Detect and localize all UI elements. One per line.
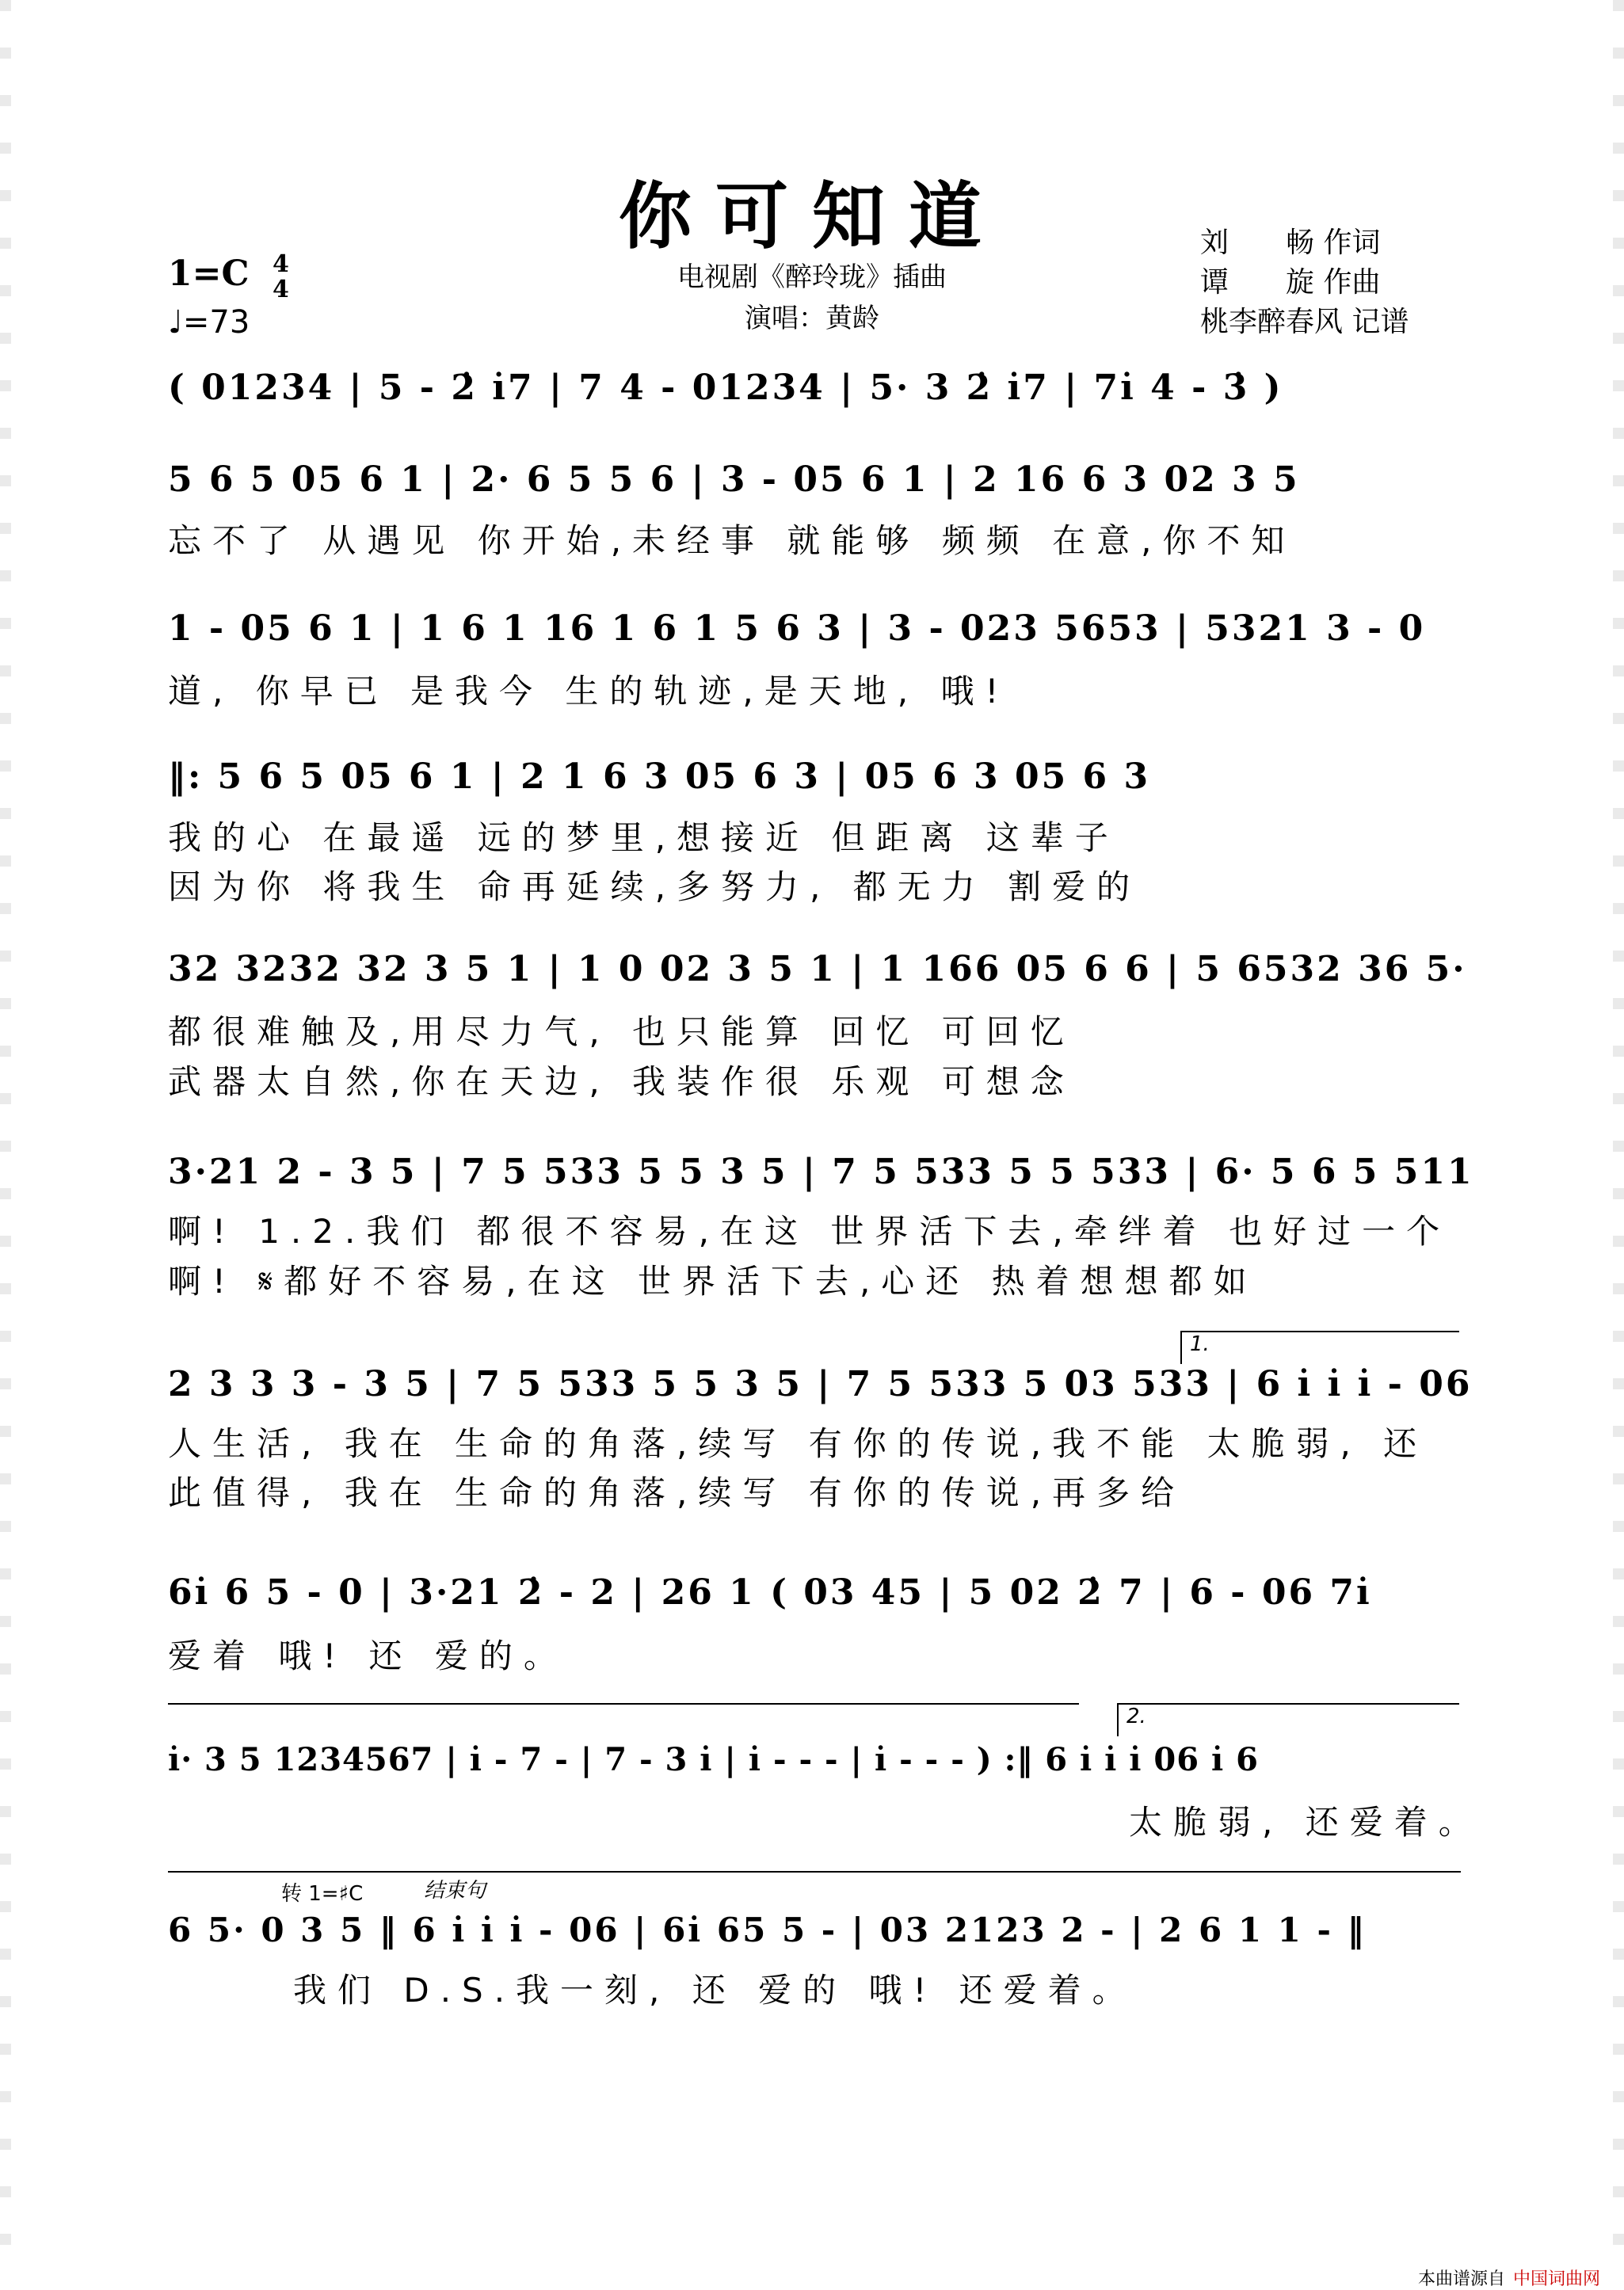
staff-row-10: 6 5· 0 3 5 ‖ 6 i̇ i̇ i̇ - 06 | 6i̇ 65 5 - | 03 2123 2 - | 2 6 1 1 - ‖ [168, 1911, 1367, 1949]
footer-source-label: 本曲谱源自 [1417, 2269, 1505, 2289]
volta-1: 1. [1180, 1331, 1459, 1364]
tempo-marking: ♩=73 [168, 304, 250, 341]
staff-row-7: 2 3 3 3 - 3 5 | 7 5 533 5 5 3 5 | 7 5 533 5 03 533 | 6 i̇ i̇ i̇ - 06 [168, 1364, 1473, 1404]
lyric-row-9-verse-1: 太脆弱, 还爱着。 [1129, 1803, 1483, 1842]
singer: 演唱：黄龄 [745, 303, 879, 334]
transcriber-credit: 桃李醉春风 记谱 [1200, 306, 1409, 338]
lyric-row-7-verse-2: 此值得, 我在 生命的角落,续写 有你的传说,再多给 [168, 1473, 1186, 1512]
repeat-bracket-line [168, 1703, 1079, 1705]
time-signature-bottom: 4 [273, 276, 289, 303]
staff-row-8: 6i̇ 6 5 - 0 | 3·21 2̇ - 2 | 26 1 ( 03 45 | 5 02 2̇ 7 | 6 - 06 7i̇ [168, 1572, 1372, 1613]
lyric-row-4-verse-1: 我的心 在最遥 远的梦里,想接近 但距离 这辈子 [168, 818, 1119, 857]
lyric-row-5-verse-2: 武器太自然,你在天边, 我装作很 乐观 可想念 [168, 1062, 1075, 1101]
lyric-row-6-verse-2: 啊! 𝄋都好不容易,在这 世界活下去,心还 热着想想都如 [168, 1262, 1258, 1301]
staff-row-2: 5 6 5 05 6 1 | 2· 6 5 5 6 | 3 - 05 6 1 | 2 16 6 3 02 3 5 [168, 459, 1300, 500]
left-watermark-strip [0, 0, 11, 2280]
song-subtitle: 电视剧《醉玲珑》插曲 [677, 261, 947, 293]
staff-row-3: 1 - 05 6 1 | 1 6 1 16 1 6 1 5 6 3 | 3 - 023 5653 | 5321 3 - 0 [168, 608, 1426, 649]
modulation-marking: 转 1=♯C [281, 1882, 364, 1906]
footer-site-name[interactable]: 中国词曲网 [1512, 2269, 1600, 2289]
song-title: 你可知道 [618, 173, 1005, 259]
lyric-row-5-verse-1: 都很难触及,用尽力气, 也只能算 回忆 可回忆 [168, 1012, 1075, 1051]
key-signature: 1=C [168, 253, 250, 294]
coda-bracket-line [168, 1871, 1461, 1873]
staff-row-6: 3·21 2 - 3 5 | 7 5 533 5 5 3 5 | 7 5 533 5 5 533 | 6· 5 6 5 511 [168, 1152, 1474, 1192]
ending-label: 结束句 [424, 1879, 486, 1903]
staff-row-4: ‖: 5 6 5 05 6 1 | 2 1 6 3 05 6 3 | 05 6 3 05 6 3 [168, 756, 1151, 797]
lyric-row-7-verse-1: 人生活, 我在 生命的角落,续写 有你的传说,我不能 太脆弱, 还 [168, 1424, 1428, 1463]
lyric-row-8-verse-1: 爱着 哦! 还 爱的。 [168, 1637, 568, 1675]
lyric-row-6-verse-1: 啊! 1.2.我们 都很不容易,在这 世界活下去,牵绊着 也好过一个 [168, 1212, 1451, 1251]
staff-row-9: i̇· 3 5 1234567 | i̇ - 7 - | 7 - 3 i̇ | i̇ - - - | i̇ - - - ) :‖ 6 i̇ i̇ i̇ 06 i̇ 6 [168, 1741, 1259, 1778]
volta-2: 2. [1117, 1703, 1459, 1736]
lyric-row-2-verse-1: 忘不了 从遇见 你开始,未经事 就能够 频频 在意,你不知 [168, 521, 1296, 560]
time-signature [273, 252, 289, 303]
lyric-row-4-verse-2: 因为你 将我生 命再延续,多努力, 都无力 割爱的 [168, 867, 1142, 906]
staff-row-5: 32 3232 32 3 5 1 | 1 0 02 3 5 1 | 1 166 05 6 6 | 5 6532 36 5· [168, 949, 1467, 989]
lyric-row-3-verse-1: 道, 你早已 是我今 生的轨迹,是天地, 哦! [168, 672, 1010, 711]
composer-credit: 谭 旋 作曲 [1200, 266, 1381, 299]
lyricist-credit: 刘 畅 作词 [1200, 227, 1381, 259]
time-signature-top: 4 [273, 250, 289, 278]
right-watermark-strip [1613, 0, 1624, 2280]
staff-row-1: ( 01234 | 5 - 2̇ i̇7 | 7 4 - 01234 | 5· 3 2̇ i̇7 | 7i̇ 4 - 3̇ ) [168, 368, 1283, 408]
lyric-row-10-verse-1: 我们 D.S.我一刻, 还 爱的 哦! 还爱着。 [293, 1971, 1137, 2010]
